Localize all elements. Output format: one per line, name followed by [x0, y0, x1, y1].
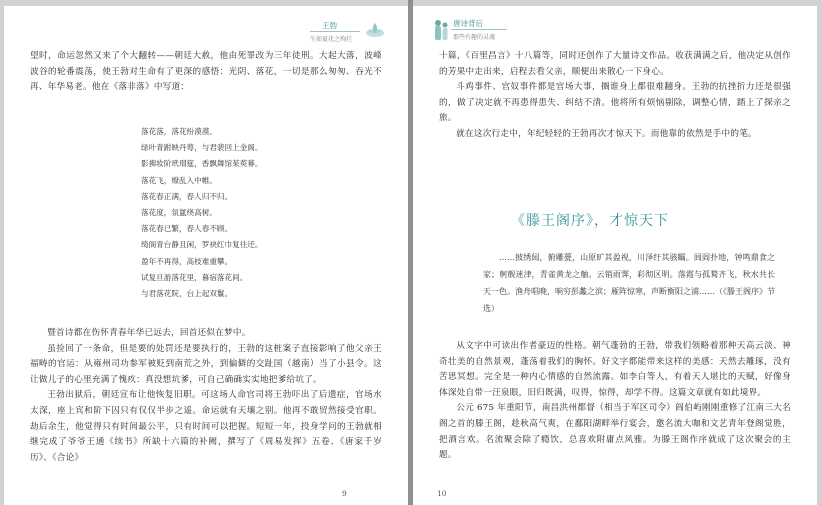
right-page [413, 6, 817, 505]
poem [141, 124, 341, 302]
right-body-text-bottom [439, 339, 791, 464]
page-number: 9 [342, 489, 347, 498]
intro-paragraph: 望时，命运忽然又来了个大翻转——朝廷大赦，他由死罪改为三年徒刑。大起大落，波峰波谷的轮番震荡，使王勃对生命有了更深的感悟：光阴、落花，一切是那么匆匆、吞光不再、年华易老。他在《落非落》中写道： [30, 51, 382, 93]
section-title: 《滕王阁序》，才惊天下 [511, 213, 669, 229]
poem-line: 试复旦游落花里，暮宿落花间。 [141, 272, 248, 282]
header-subtitle: 生如夏花之绚烂 [310, 36, 353, 43]
paragraph: 十篇，《百里昌言》十八篇等，同时还创作了大量诗文作品。收获满满之后，他决定从创作的芳果中走出来，启程去看父亲，顺便出来散心一下身心。 [439, 51, 791, 77]
poem-line: 落花春正满，春人归不归。 [141, 191, 233, 201]
left-body-text [30, 326, 382, 466]
paragraph: 从文字中可读出作者豪迈的性格。朝气蓬勃的王勃，带我们领略着那种天高云淡、神奇壮美的自然景观，蓬荡着我们的胸怀。好文字都能带来这样的美感：天然去雕琢，没有苦思冥想。完全是一种内心情感的自然流露。如李白等人，有着天人堪比的天赋，好像身体深处自带一汪泉眼，旧归既满，叹得，惊得，却学不得。这篇文章就有如此境界。 [439, 341, 791, 398]
left-page [4, 6, 408, 505]
paragraph: 就在这次行走中，年纪轻轻的王勃再次才惊天下。而他靠的依然是手中的笔。 [456, 128, 757, 139]
poem-line: 落花飞，燎乱入中帷。 [141, 175, 217, 185]
paragraph: 斗鸡事件、官奴事件都是官场大事，搁谁身上都很难翻身。王勃的抗挫折力还是很强的，做了决定就不再患得患失、纠结不清。他将所有烦恼剔除，调整心情，踏上了探亲之旅。 [439, 82, 791, 124]
header-rule [310, 31, 360, 32]
poet-figures-icon [433, 18, 449, 46]
lotus-icon [364, 20, 386, 40]
quote-excerpt [483, 249, 775, 317]
poem-line: 落花落，落花纷漠漠。 [141, 127, 217, 136]
header-title: 王勃 [322, 21, 337, 30]
quote-text: ……披绣闼，俯雕甍，山原旷其盈视，川泽纡其骇瞩。闾阎扑地，钟鸣鼎食之家；舸舰迷津，青雀黄龙之舳。云销雨霁，彩彻区明。落霞与孤鹜齐飞，秋水共长天一色。渔舟唱晚，响穷彭蠡之滨；雁阵惊寒，声断衡阳之浦……（《滕王阁序》节选） [483, 253, 775, 313]
paragraph: 虽捡回了一条命，但是要的处罚还是要执行的，王勃的这桩案子直接影响了他父亲王福畴的官运：从雍州司功参军被贬到南荒之外，到偏僻的交趾国（越南）当了小县令。这让做儿子的心里充满了愧疚：真没想坑爹，可自己确确实实地把爹给坑了。 [30, 343, 382, 385]
header-rule [451, 29, 507, 30]
poem-line: 盈年不再得，高枝难重攀。 [141, 256, 233, 266]
paragraph: 暨首诗都在伤怀青春年华已远去，回首还似在梦中。 [47, 328, 251, 338]
header-title: 唐诗背后 [453, 19, 483, 28]
paragraph: 王勃出狱后，朝廷宣布让他恢复旧职。可这场人命官司将王勃吓出了后遗症，官场水太深，座上宾和阶下囚只有仅仅半步之遥。命运就有天壤之别。他再不敢贸然接受官职。劫后余生，他觉得只有时间最公平，只有时间可以把握。短短一年，投身学问的王勃就相继完成了爷爷王通《续书》所缺十六篇的补阙，撰写了《周易发挥》五卷、《唐家千岁历》、《合论》 [30, 390, 382, 463]
poem-line: 落花度，氛氲绕高树。 [141, 208, 217, 218]
poem-line: 绿叶青跗映丹萼，与君裴回上金阁。 [141, 143, 263, 153]
paragraph: 公元 675 年重阳节，南昌洪州都督（相当于军区司令）阎伯屿刚刚重修了江南三大名阁之首的滕王阁，趁秋高气爽，在鄱阳湖畔举行宴会，邀名流大咖和文艺青年登阁觉胜，把酒言欢。名流聚会除了瘾饮，总喜欢附庸点风雅。为滕王阁作序就成了这次聚会的主题。 [439, 403, 791, 461]
right-body-text-top [439, 49, 791, 143]
poem-line: 落花春已繁，春人春不顾。 [141, 224, 233, 234]
poem-line: 绮阁青台静且闲，罗袂红巾复往还。 [141, 240, 263, 250]
header-subtitle: 那些有趣的灵魂 [453, 34, 496, 41]
poem-line: 与君落花院，台上起双鬟。 [141, 289, 233, 299]
poem-line: 影拂妆阶玳瑁筵，香飘舞馆茱萸幕。 [141, 159, 263, 169]
intro-paragraph-block [30, 49, 382, 96]
page-number: 10 [437, 489, 447, 498]
